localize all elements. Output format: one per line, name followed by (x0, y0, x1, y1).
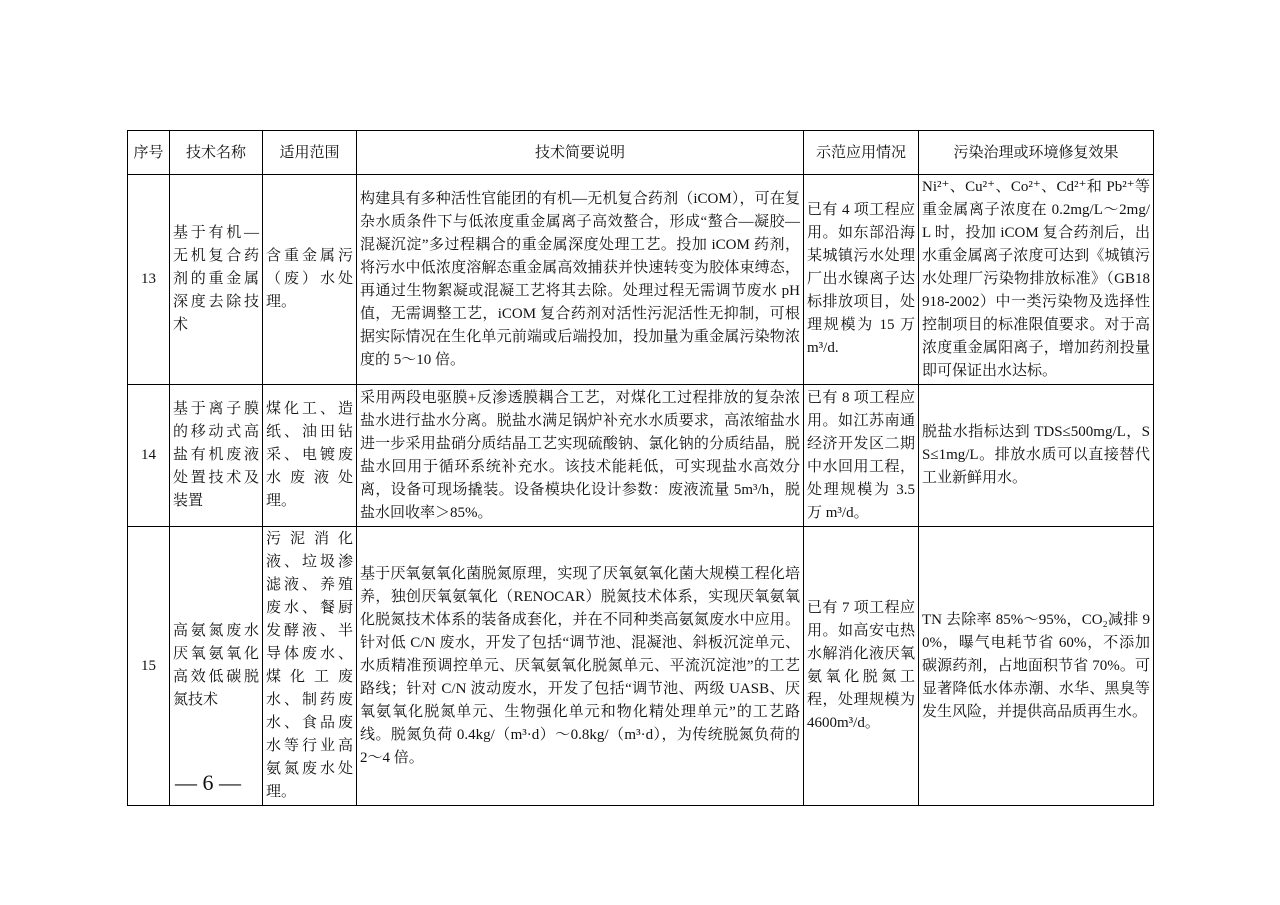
table-row (128, 527, 1154, 806)
tech-name-cell: 基于离子膜的移动式高盐有机废液处置技术及装置 (170, 385, 263, 527)
effect-cell: Ni²⁺、Cu²⁺、Co²⁺、Cd²⁺和 Pb²⁺等重金属离子浓度在 0.2mg/L～2mg/L 时，投加 iCOM 复合药剂后，出水重金属离子浓度可达到《城镇污水处理厂污染物排放标准》（GB18918-2002）中一类污染物及选择性控制项目的标准限值要求。对于高浓度重金属阳离子，增加药剂投量即可保证出水达标。 (919, 175, 1154, 385)
scope-cell: 污泥消化液、垃圾渗滤液、养殖废水、餐厨发酵液、半导体废水、煤化工废水、制药废水、食品废水等行业高氨氮废水处理。 (263, 527, 357, 806)
header-tech-name: 技术名称 (170, 131, 263, 175)
header-scope: 适用范围 (263, 131, 357, 175)
header-row (128, 131, 1154, 175)
scope-cell: 含重金属污（废）水处理。 (263, 175, 357, 385)
description-cell: 采用两段电驱膜+反渗透膜耦合工艺，对煤化工过程排放的复杂浓盐水进行盐水分离。脱盐水满足锅炉补充水水质要求，高浓缩盐水进一步采用盐硝分质结晶工艺实现硫酸钠、氯化钠的分质结晶，脱盐水回用于循环系统补充水。该技术能耗低，可实现盐水高效分离，设备可现场撬装。设备模块化设计参数：废液流量 5m³/h，脱盐水回收率＞85%。 (357, 385, 804, 527)
table-body (128, 175, 1154, 806)
row-number: 15 (128, 527, 170, 806)
header-number: 序号 (128, 131, 170, 175)
application-cell: 已有 7 项工程应用。如高安屯热水解消化液厌氧氨氧化脱氮工程，处理规模为 4600m³/d。 (804, 527, 919, 806)
effect-cell: 脱盐水指标达到 TDS≤500mg/L，SS≤1mg/L。排放水质可以直接替代工业新鲜用水。 (919, 385, 1154, 527)
table-row (128, 175, 1154, 385)
application-cell: 已有 8 项工程应用。如江苏南通经济开发区二期中水回用工程，处理规模为 3.5 万 m³/d。 (804, 385, 919, 527)
technology-table (127, 130, 1154, 806)
table-header (128, 131, 1154, 175)
header-application: 示范应用情况 (804, 131, 919, 175)
effect-cell: TN 去除率 85%～95%，CO₂减排 90%，曝气电耗节省 60%，不添加碳源药剂，占地面积节省 70%。可显著降低水体赤潮、水华、黑臭等发生风险，并提供高品质再生水。 (919, 527, 1154, 806)
header-description: 技术简要说明 (357, 131, 804, 175)
row-number: 14 (128, 385, 170, 527)
description-cell: 构建具有多种活性官能团的有机—无机复合药剂（iCOM），可在复杂水质条件下与低浓度重金属离子高效螯合，形成“螯合—凝胶—混凝沉淀”多过程耦合的重金属深度处理工艺。投加 iCOM 药剂，将污水中低浓度溶解态重金属高效捕获并快速转变为胶体束缚态，再通过生物絮凝或混凝工艺将其去除。处理过程无需调节废水 pH 值，无需调整工艺，iCOM 复合药剂对活性污泥活性无抑制，可根据实际情况在生化单元前端或后端投加，投加量为重金属污染物浓度的 5～10 倍。 (357, 175, 804, 385)
header-effect: 污染治理或环境修复效果 (919, 131, 1154, 175)
tech-name-cell: 基于有机—无机复合药剂的重金属深度去除技术 (170, 175, 263, 385)
application-cell: 已有 4 项工程应用。如东部沿海某城镇污水处理厂出水镍离子达标排放项目，处理规模为 15 万 m³/d. (804, 175, 919, 385)
scope-cell: 煤化工、造纸、油田钻采、电镀废水废液处理。 (263, 385, 357, 527)
table-row (128, 385, 1154, 527)
tech-name-cell: 高氨氮废水厌氧氨氧化高效低碳脱氮技术 (170, 527, 263, 806)
description-cell: 基于厌氧氨氧化菌脱氮原理，实现了厌氧氨氧化菌大规模工程化培养，独创厌氧氨氧化（RENOCAR）脱氮技术体系，实现厌氧氨氧化脱氮技术体系的装备成套化，并在不同种类高氨氮废水中应用。针对低 C/N 废水，开发了包括“调节池、混凝池、斜板沉淀单元、水质精准预调控单元、厌氧氨氧化脱氮单元、平流沉淀池”的工艺路线；针对 C/N 波动废水，开发了包括“调节池、两级 UASB、厌氧氨氧化脱氮单元、生物强化单元和物化精处理单元”的工艺路线。脱氮负荷 0.4kg/（m³·d）～0.8kg/（m³·d），为传统脱氮负荷的 2～4 倍。 (357, 527, 804, 806)
page-number: — 6 — (175, 770, 241, 795)
row-number: 13 (128, 175, 170, 385)
